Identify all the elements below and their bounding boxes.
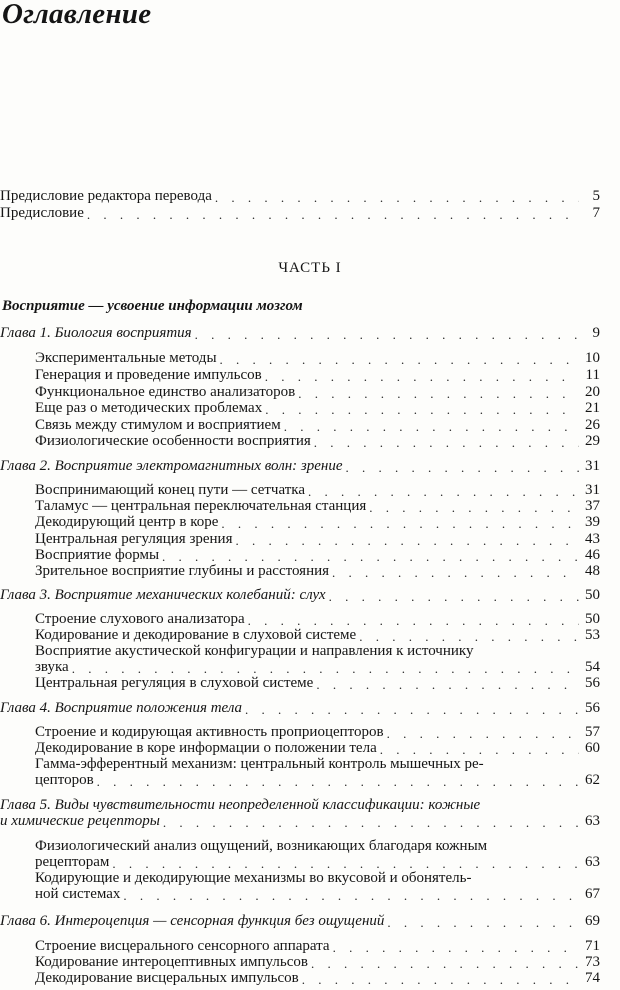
chapter-title: Глава 4. Восприятие положения тела [0, 700, 243, 716]
entry-page: 62 [585, 772, 600, 788]
entry-text: Экспериментальные методы [35, 350, 217, 366]
chapter-page: 56 [585, 700, 600, 716]
entry-text: Физиологические особенности восприятия [35, 433, 311, 449]
entry-page: 37 [585, 498, 600, 514]
toc-entry [35, 724, 600, 741]
toc-entry [35, 772, 600, 789]
toc-entry [35, 854, 600, 871]
chapter-title: и химические рецепторы [0, 813, 160, 829]
entry-page: 67 [585, 886, 600, 902]
entry-page: 5 [592, 188, 600, 204]
entry-page: 10 [585, 350, 600, 366]
entry-text: Кодирование интероцептивных импульсов [35, 954, 308, 970]
chapter-1-heading [0, 325, 600, 342]
entry-page: 74 [585, 970, 600, 986]
toc-entry [35, 433, 600, 450]
entry-page: 21 [585, 400, 600, 416]
entry-text-line: Физиологический анализ ощущений, возникающих благодаря кожным [35, 838, 488, 854]
entry-text: рецепторам [35, 854, 110, 870]
entry-page: 48 [585, 563, 600, 579]
chapter-title: Глава 1. Биология восприятия [0, 325, 192, 341]
entry-page: 73 [585, 954, 600, 970]
section-heading: Восприятие — усвоение информации мозгом [2, 298, 303, 314]
entry-page: 29 [585, 433, 600, 449]
entry-page: 11 [585, 367, 600, 383]
toc-entry [35, 350, 600, 367]
toc-entry [35, 482, 600, 499]
page-title: Оглавление [2, 0, 152, 30]
toc-entry [35, 954, 600, 971]
toc-entry [35, 498, 600, 515]
chapter-page: 31 [585, 458, 600, 474]
toc-entry [35, 627, 600, 644]
chapter-page: 69 [585, 913, 600, 929]
toc-entry-front-1 [0, 188, 600, 205]
entry-text: Декодирующий центр в коре [35, 514, 219, 530]
entry-page: 26 [585, 417, 600, 433]
entry-text: Связь между стимулом и восприятием [35, 417, 281, 433]
entry-page: 31 [585, 482, 600, 498]
toc-entry [35, 514, 600, 531]
toc-entry [35, 675, 600, 692]
chapter-4-heading [0, 700, 600, 717]
entry-text: Еще раз о методических проблемах [35, 400, 263, 416]
chapter-6-heading [0, 913, 600, 930]
toc-entry [35, 970, 600, 987]
toc-entry [35, 938, 600, 955]
chapter-2-heading [0, 458, 600, 475]
toc-entry [35, 563, 600, 580]
entry-text: Кодирование и декодирование в слуховой системе [35, 627, 357, 643]
entry-page: 20 [585, 384, 600, 400]
toc-entry [35, 659, 600, 676]
entry-page: 50 [585, 611, 600, 627]
entry-text: Строение висцерального сенсорного аппарата [35, 938, 330, 954]
toc-entry [35, 531, 600, 548]
toc-entry [35, 384, 600, 401]
toc-entry [35, 886, 600, 903]
part-heading: ЧАСТЬ I [278, 260, 342, 276]
entry-page: 56 [585, 675, 600, 691]
chapter-title: Глава 6. Интероцепция — сенсорная функция без ощущений [0, 913, 385, 929]
entry-text: звука [35, 659, 69, 675]
chapter-5-title-line: Глава 5. Виды чувствительности неопределенной классификации: кожные [0, 797, 481, 813]
entry-text: Воспринимающий конец пути — сетчатка [35, 482, 305, 498]
chapter-title: Глава 2. Восприятие электромагнитных волн: зрение [0, 458, 343, 474]
entry-text: Предисловие редактора перевода [0, 188, 212, 204]
toc-entry [35, 611, 600, 628]
entry-text: Строение и кодирующая активность проприоцепторов [35, 724, 384, 740]
chapter-3-heading [0, 587, 600, 604]
entry-page: 53 [585, 627, 600, 643]
entry-text-line: Гамма-эфферентный механизм: центральный контроль мышечных ре- [35, 756, 484, 772]
entry-text: ной системах [35, 886, 121, 902]
entry-text: Центральная регуляция в слуховой системе [35, 675, 314, 691]
toc-entry [35, 740, 600, 757]
toc-entry [35, 547, 600, 564]
entry-page: 54 [585, 659, 600, 675]
toc-entry [35, 367, 600, 384]
entry-text: Зрительное восприятие глубины и расстояния [35, 563, 330, 579]
entry-text: Центральная регуляция зрения [35, 531, 233, 547]
chapter-5-heading [0, 813, 600, 830]
toc-entry [35, 400, 600, 417]
entry-text-line: Кодирующие и декодирующие механизмы во вкусовой и обонятель- [35, 870, 472, 886]
chapter-page: 63 [585, 813, 600, 829]
chapter-title: Глава 3. Восприятие механических колебаний: слух [0, 587, 326, 603]
entry-text: Функциональное единство анализаторов [35, 384, 296, 400]
entry-page: 46 [585, 547, 600, 563]
entry-page: 43 [585, 531, 600, 547]
entry-text: Генерация и проведение импульсов [35, 367, 262, 383]
entry-text: Таламус — центральная переключательная станция [35, 498, 367, 514]
entry-text: Восприятие формы [35, 547, 160, 563]
entry-text: цепторов [35, 772, 94, 788]
entry-page: 71 [585, 938, 600, 954]
entry-text: Декодирование в коре информации о положении тела [35, 740, 377, 756]
toc-entry [35, 417, 600, 434]
chapter-page: 9 [592, 325, 600, 341]
entry-page: 63 [585, 854, 600, 870]
chapter-page: 50 [585, 587, 600, 603]
entry-text: Декодирование висцеральных импульсов [35, 970, 299, 986]
entry-text-line: Восприятие акустической конфигурации и направления к источнику [35, 643, 474, 659]
entry-page: 7 [592, 205, 600, 221]
entry-text: Предисловие [0, 205, 84, 221]
entry-page: 39 [585, 514, 600, 530]
entry-page: 60 [585, 740, 600, 756]
entry-text: Строение слухового анализатора [35, 611, 245, 627]
toc-entry-front-2 [0, 205, 600, 222]
entry-page: 57 [585, 724, 600, 740]
